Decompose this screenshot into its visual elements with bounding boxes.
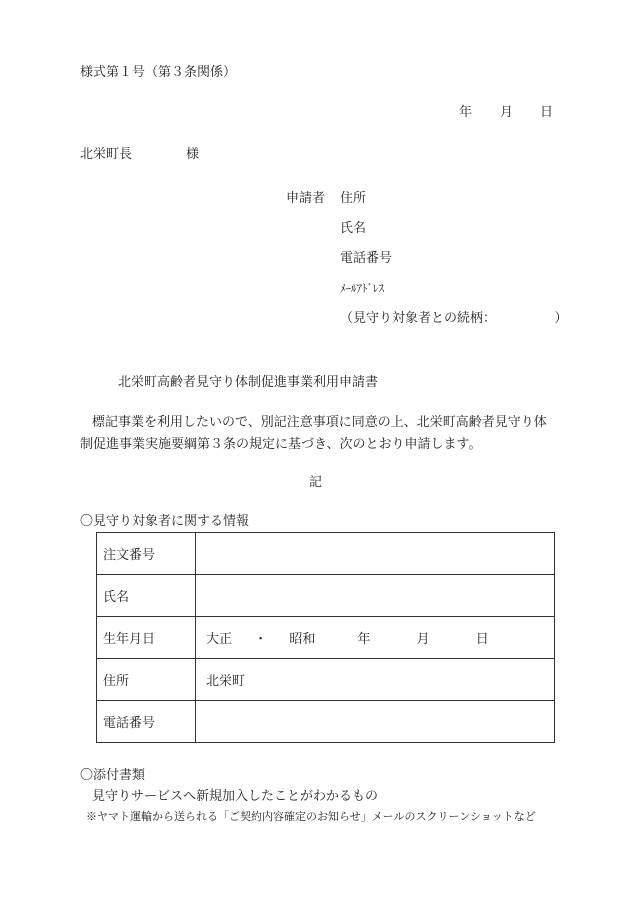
era-showa: 昭和 (289, 632, 316, 647)
document-title: 北栄町高齢者見守り体制促進事業利用申請書 (118, 375, 379, 390)
addressee-name: 北栄町長 (80, 147, 133, 162)
date-month: 月 (500, 105, 514, 120)
table-row (97, 617, 555, 659)
order-number-label: 注文番号 (97, 533, 196, 575)
ki-marker: 記 (309, 475, 323, 490)
table-row (97, 659, 555, 701)
table-row (97, 533, 555, 575)
date-year: 年 (459, 105, 473, 120)
table-row (97, 701, 555, 743)
attachment-item: 見守りサービスへ新規加入したことがわかるもの (92, 789, 379, 804)
date-day: 日 (540, 105, 554, 120)
phone-label: 電話番号 (97, 701, 196, 743)
birth-year-unit: 年 (357, 632, 371, 647)
era-taisho: 大正 (206, 632, 233, 647)
phone-value[interactable] (196, 701, 555, 743)
name-value[interactable] (196, 575, 555, 617)
section-attachments-heading: 〇添付書類 (80, 768, 146, 783)
addressee-honorific: 様 (186, 147, 200, 162)
form-number: 様式第１号（第３条関係） (80, 65, 237, 80)
address-value[interactable]: 北栄町 (196, 659, 555, 701)
attachment-note: ※ヤマト運輸から送られる「ご契約内容確定のお知らせ」メールのスクリーンショットなど (86, 810, 536, 823)
section-target-heading: 〇見守り対象者に関する情報 (80, 514, 250, 529)
applicant-email-label: ﾒｰﾙｱﾄﾞﾚｽ (340, 282, 384, 295)
name-label: 氏名 (97, 575, 196, 617)
applicant-name-label: 氏名 (340, 221, 367, 236)
applicant-heading: 申請者 (286, 191, 326, 206)
applicant-address-label: 住所 (340, 191, 367, 206)
address-label: 住所 (97, 659, 196, 701)
order-number-value[interactable] (196, 533, 555, 575)
table-row (97, 575, 555, 617)
era-separator: ・ (254, 632, 268, 647)
birth-month-unit: 月 (416, 632, 430, 647)
applicant-phone-label: 電話番号 (340, 251, 393, 266)
body-line-1: 標記事業を利用したいので、別記注意事項に同意の上、北栄町高齢者見守り体 (92, 415, 547, 430)
birthdate-value[interactable] (196, 617, 555, 659)
birth-day-unit: 日 (475, 632, 489, 647)
birthdate-label: 生年月日 (97, 617, 196, 659)
target-info-table (96, 532, 555, 743)
body-line-2: 制促進事業実施要綱第３条の規定に基づき、次のとおり申請します。 (80, 437, 482, 452)
applicant-relationship-label: （見守り対象者との続柄： ） (340, 311, 568, 326)
